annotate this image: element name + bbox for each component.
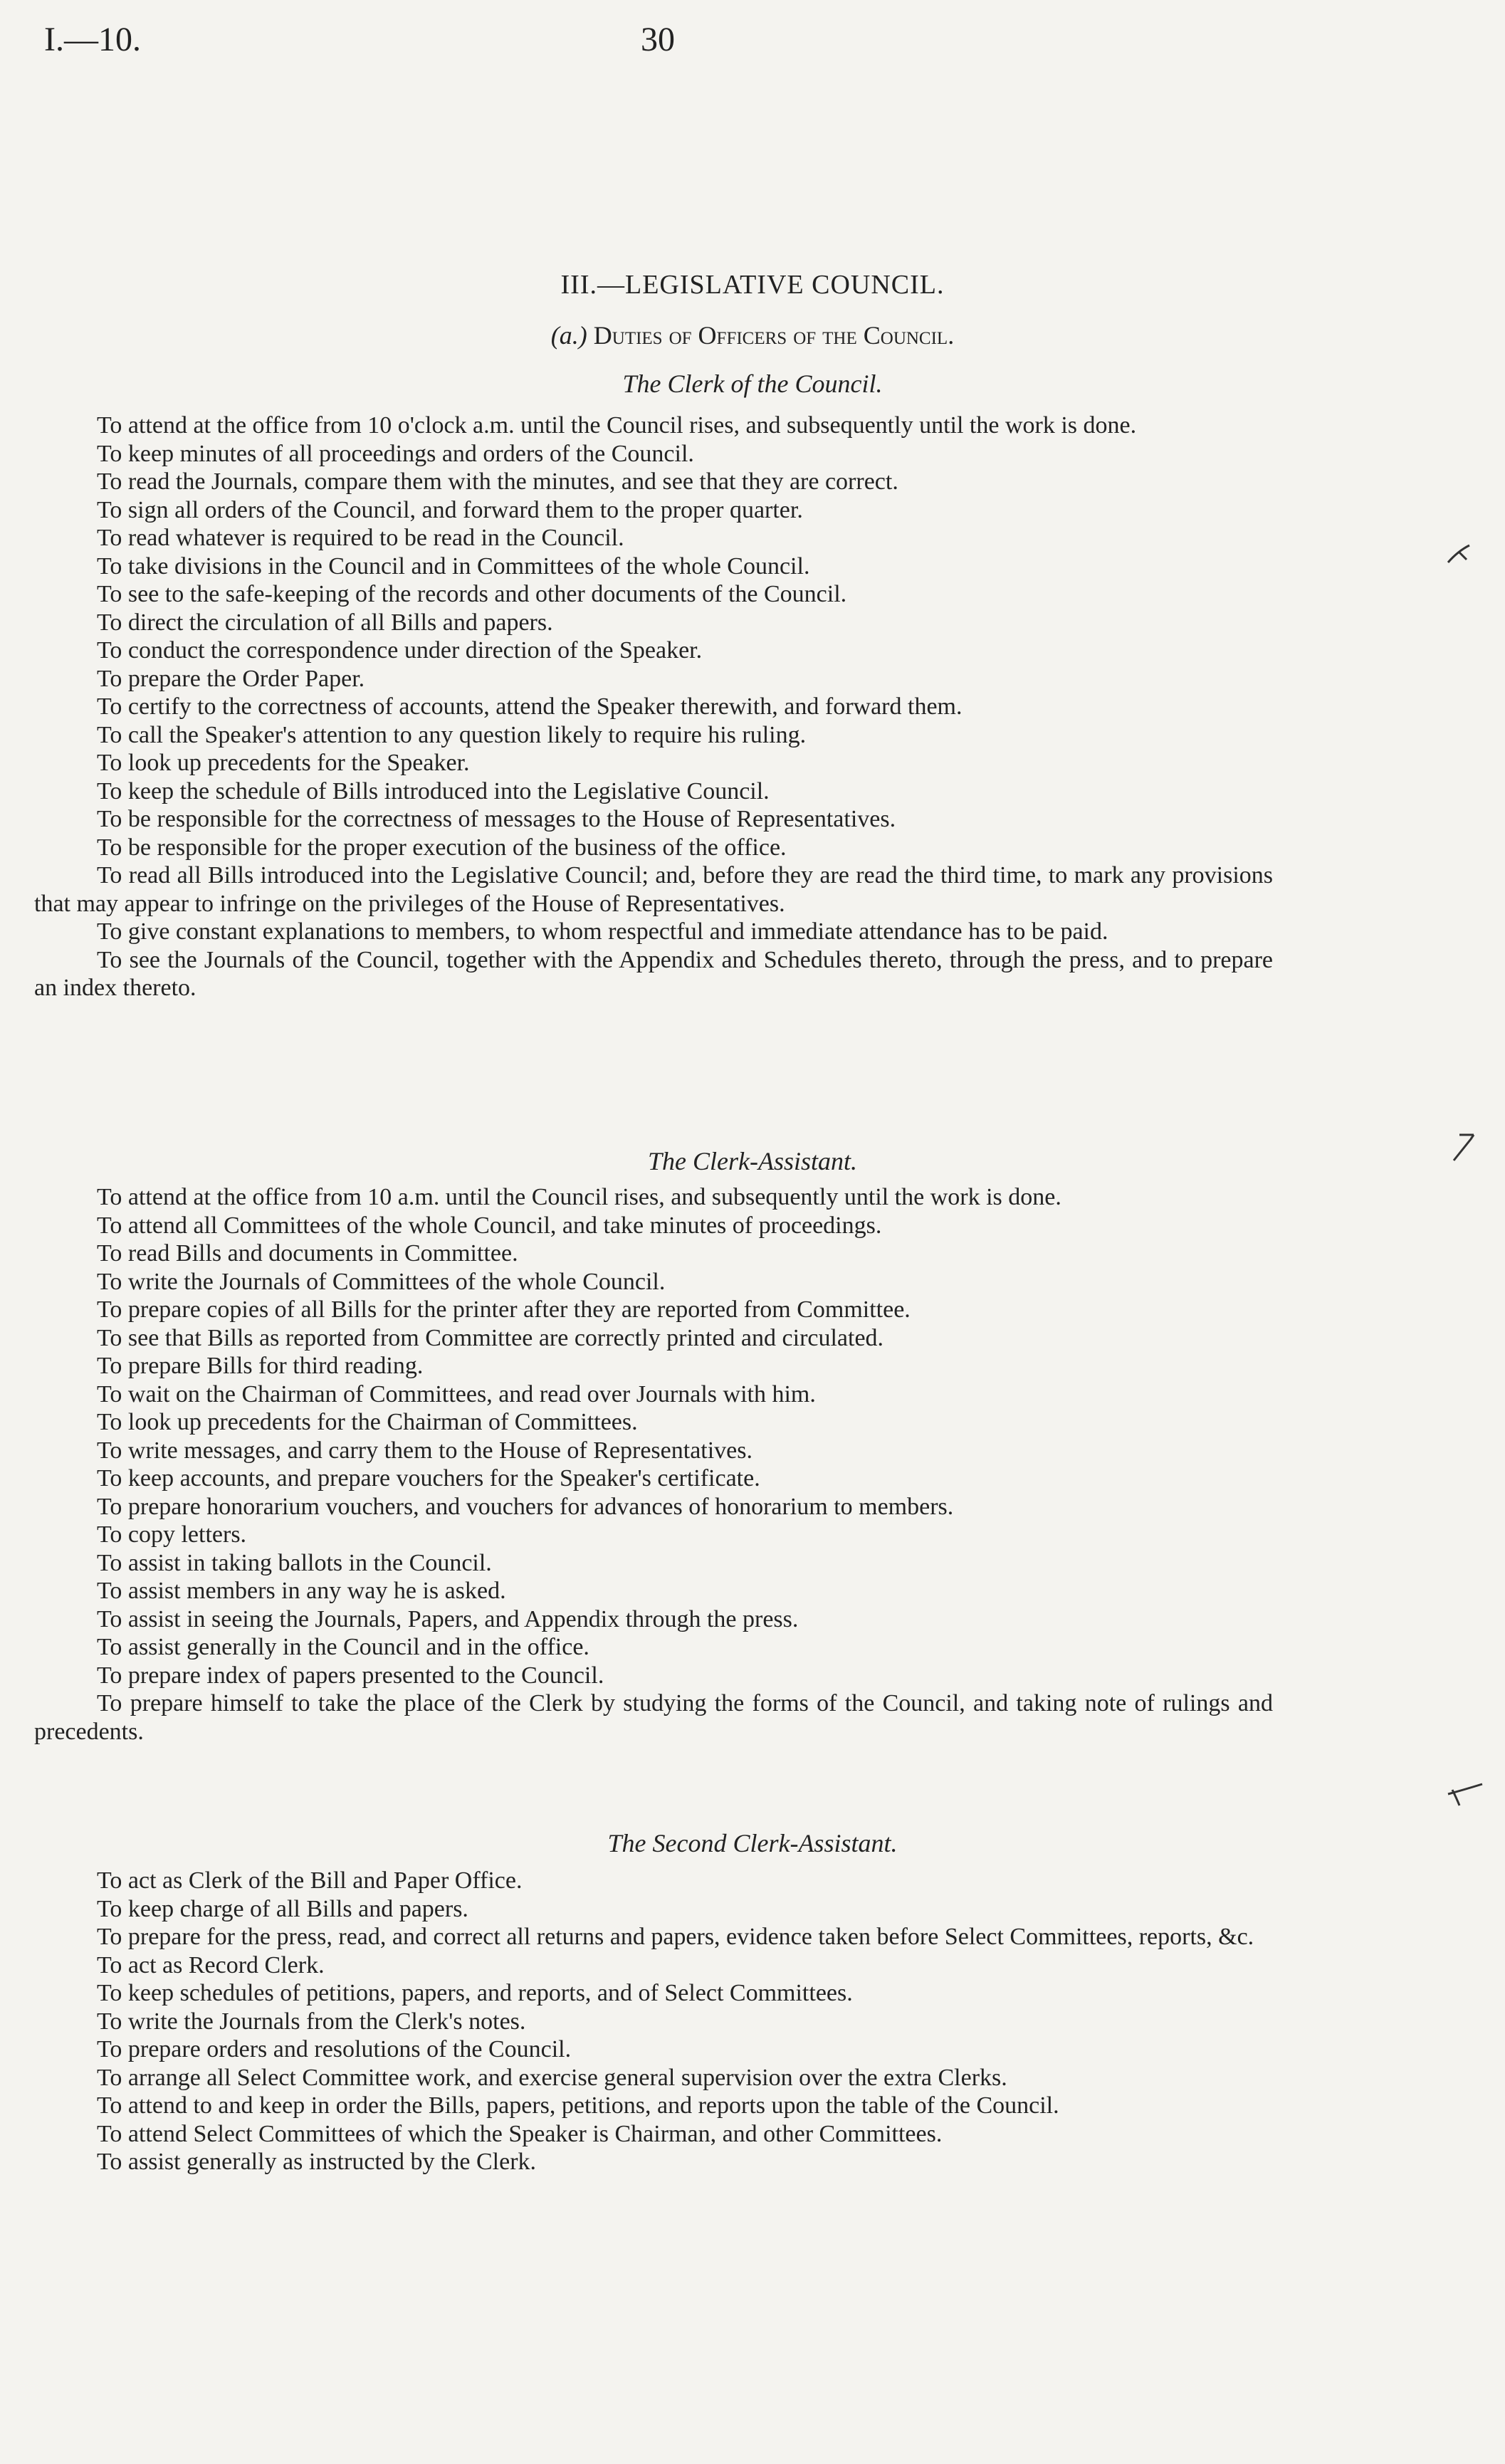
list-item: To prepare index of papers presented to the Council.	[97, 1662, 604, 1689]
list-item: To write the Journals of Committees of the whole Council.	[97, 1268, 666, 1295]
list-item: To copy letters.	[97, 1521, 247, 1548]
list-item: To see the Journals of the Council, together with the Appendix and Schedules thereto, through the press, and to prepare an index thereto.	[34, 946, 1273, 1001]
page-reference: I.—10.	[44, 21, 141, 58]
list-item: To sign all orders of the Council, and forward them to the proper quarter.	[97, 496, 803, 523]
list-item: To attend at the office from 10 o'clock a.m. until the Council rises, and subsequently until the work is done.	[97, 412, 1137, 439]
section-heading-clerk-assistant: The Clerk-Assistant.	[648, 1147, 857, 1175]
list-item: To assist generally as instructed by the Clerk.	[97, 2149, 537, 2175]
list-item: To act as Record Clerk.	[97, 1951, 325, 1978]
list-item: To assist in taking ballots in the Council.	[97, 1549, 492, 1576]
list-item: To keep minutes of all proceedings and orders of the Council.	[97, 440, 694, 467]
page-number: 30	[641, 21, 675, 58]
section-heading-clerk: The Clerk of the Council.	[622, 369, 883, 398]
list-item: To prepare the Order Paper.	[97, 665, 365, 692]
list-item: To assist in seeing the Journals, Papers, and Appendix through the press.	[97, 1605, 799, 1632]
subtitle-text: Duties of Officers of the Council.	[593, 321, 955, 350]
margin-tick-mark-icon	[1449, 1132, 1478, 1168]
list-item: To read Bills and documents in Committee.	[97, 1240, 518, 1267]
list-item: To be responsible for the proper execution of the business of the office.	[97, 834, 787, 861]
document-subtitle	[0, 320, 1505, 350]
list-item: To arrange all Select Committee work, and exercise general supervision over the extra Clerks.	[97, 2064, 1007, 2091]
subtitle-prefix: (a.)	[550, 321, 587, 350]
list-item: To look up precedents for the Speaker.	[97, 750, 470, 776]
list-item: To attend Select Committees of which the Speaker is Chairman, and other Committees.	[97, 2120, 943, 2147]
list-item: To prepare copies of all Bills for the printer after they are reported from Committee.	[97, 1296, 911, 1323]
list-item: To keep the schedule of Bills introduced into the Legislative Council.	[97, 777, 770, 804]
list-item: To take divisions in the Council and in Committees of the whole Council.	[97, 552, 810, 580]
list-item: To keep accounts, and prepare vouchers for the Speaker's certificate.	[97, 1465, 760, 1491]
list-item: To assist members in any way he is asked.	[97, 1578, 506, 1604]
list-item: To wait on the Chairman of Committees, and read over Journals with him.	[97, 1380, 816, 1407]
list-item: To direct the circulation of all Bills and papers.	[97, 609, 553, 636]
list-item: To certify to the correctness of accounts, attend the Speaker therewith, and forward them.	[97, 693, 963, 720]
list-item: To write messages, and carry them to the House of Representatives.	[97, 1437, 753, 1464]
list-item: To prepare honorarium vouchers, and vouchers for advances of honorarium to members.	[97, 1493, 954, 1520]
list-item: To read the Journals, compare them with the minutes, and see that they are correct.	[97, 468, 898, 495]
list-item: To see to the safe-keeping of the records and other documents of the Council.	[97, 581, 847, 607]
margin-tick-mark-icon	[1445, 541, 1474, 570]
list-item: To keep schedules of petitions, papers, and reports, and of Select Committees.	[97, 1980, 853, 2006]
list-item: To be responsible for the correctness of messages to the House of Representatives.	[97, 806, 896, 832]
list-item: To act as Clerk of the Bill and Paper Office.	[97, 1867, 523, 1894]
list-item: To write the Journals from the Clerk's notes.	[97, 2008, 526, 2035]
margin-tick-mark-icon	[1445, 1780, 1485, 1808]
list-item: To assist generally in the Council and in the office.	[97, 1634, 589, 1660]
list-item: To conduct the correspondence under direction of the Speaker.	[97, 637, 703, 664]
section-heading-second-clerk-assistant: The Second Clerk-Assistant.	[607, 1829, 898, 1857]
list-item: To prepare orders and resolutions of the Council.	[97, 2036, 572, 2062]
section-list-clerk-assistant	[34, 1183, 1273, 1746]
list-item: To attend all Committees of the whole Council, and take minutes of proceedings.	[97, 1212, 882, 1239]
list-item: To keep charge of all Bills and papers.	[97, 1895, 468, 1922]
list-item: To read whatever is required to be read in the Council.	[97, 525, 624, 551]
section-list-second-clerk-assistant	[34, 1867, 1273, 2176]
list-item: To see that Bills as reported from Committee are correctly printed and circulated.	[97, 1324, 884, 1351]
list-item: To look up precedents for the Chairman of Committees.	[97, 1409, 638, 1435]
list-item: To prepare for the press, read, and correct all returns and papers, evidence taken before Select Committees, reports, &c.	[97, 1924, 1254, 1950]
list-item: To call the Speaker's attention to any question likely to require his ruling.	[97, 721, 807, 748]
list-item: To read all Bills introduced into the Legislative Council; and, before they are read the third time, to mark any provisions that may appear to infringe on the privileges of the House of Representatives.	[34, 862, 1273, 917]
section-list-clerk	[34, 411, 1273, 1002]
list-item: To attend at the office from 10 a.m. until the Council rises, and subsequently until the work is done.	[97, 1184, 1061, 1210]
list-item: To give constant explanations to members, to whom respectful and immediate attendance has to be paid.	[97, 918, 1108, 945]
list-item: To attend to and keep in order the Bills, papers, petitions, and reports upon the table of the Council.	[97, 2092, 1059, 2119]
list-item: To prepare himself to take the place of the Clerk by studying the forms of the Council, and taking note of rulings and precedents.	[34, 1690, 1273, 1745]
document-title: III.—LEGISLATIVE COUNCIL.	[560, 270, 945, 300]
list-item: To prepare Bills for third reading.	[97, 1353, 424, 1379]
